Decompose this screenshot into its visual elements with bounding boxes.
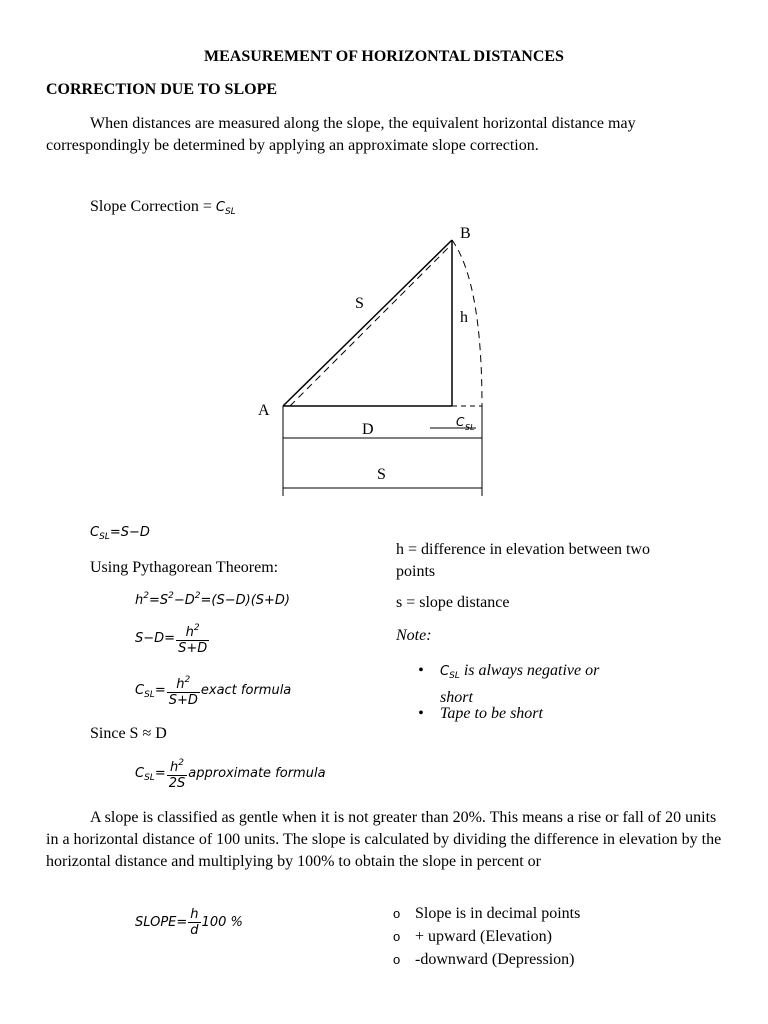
slope-line: [283, 240, 452, 406]
since-label: Since S ≈ D: [90, 725, 167, 742]
pythagorean-label: Using Pythagorean Theorem:: [90, 559, 279, 576]
eq-pythagorean: $h^2=S^2-D^2=(S-D)(S+D)$: [135, 591, 291, 608]
circle-bullet: o: [393, 906, 401, 921]
slope-paragraph: A slope is classified as gentle when it is not greater than 20%. This means a rise or fall of 20 units in a horizontal distance of 100 units. The slope is calculated by dividing the difference in elevation by the horizontal distance and multiplying by 100% to obtain the slope in percent or: [46, 809, 722, 870]
slope-distance-label: S: [377, 466, 386, 483]
point-a-label: A: [258, 402, 270, 419]
slope-label: S: [355, 295, 364, 312]
slope-formula: SLOPE= $\frac{h}{d}$ 100 %: [135, 907, 243, 938]
csl-symbol: $C_{SL}$: [215, 200, 236, 217]
eq-csl-difference: $C_{SL}=S-D$: [90, 525, 150, 542]
horizontal-label: D: [362, 421, 374, 438]
note-bullet-1: • $C_{SL}$ is always negative or short: [418, 662, 600, 706]
csl-diagram-sub: SL: [465, 423, 475, 432]
slope-list: [393, 902, 580, 971]
list-item: o -downward (Depression): [393, 948, 580, 971]
eq-approx-formula: $C_{SL}=$ $\frac{h^2}{2S}$ approximate formula: [135, 758, 326, 791]
note-bullet-2: • Tape to be short: [418, 705, 543, 722]
note-label: Note:: [396, 627, 432, 644]
csl-diagram-label: C: [456, 415, 465, 429]
section-heading: CORRECTION DUE TO SLOPE: [46, 81, 278, 98]
h-definition: h = difference in elevation between two points: [396, 541, 650, 580]
intro-paragraph: When distances are measured along the slope, the equivalent horizontal distance may correspondingly be determined by applying an approximate slope correction.: [46, 115, 636, 154]
eq-exact-formula: $C_{SL}=$ $\frac{h^2}{S+D}$ exact formula: [135, 675, 292, 708]
slope-correction-line: [90, 198, 236, 217]
list-item: o + upward (Elevation): [393, 925, 580, 948]
list-item: o Slope is in decimal points: [393, 902, 580, 925]
slope-diagram: [250, 222, 510, 502]
circle-bullet: o: [393, 952, 401, 967]
dashed-slope-line: [290, 246, 450, 406]
slope-correction-label: Slope Correction =: [90, 198, 212, 215]
bullet-marker: •: [418, 662, 424, 679]
page-title: MEASUREMENT OF HORIZONTAL DISTANCES: [204, 48, 564, 65]
eq-difference-fraction: S−D= $\frac{h^2}{S+D}$: [135, 623, 208, 656]
circle-bullet: o: [393, 929, 401, 944]
bullet-marker: •: [418, 705, 424, 722]
s-definition: s = slope distance: [396, 594, 510, 611]
height-label: h: [460, 309, 468, 326]
point-b-label: B: [460, 225, 471, 242]
